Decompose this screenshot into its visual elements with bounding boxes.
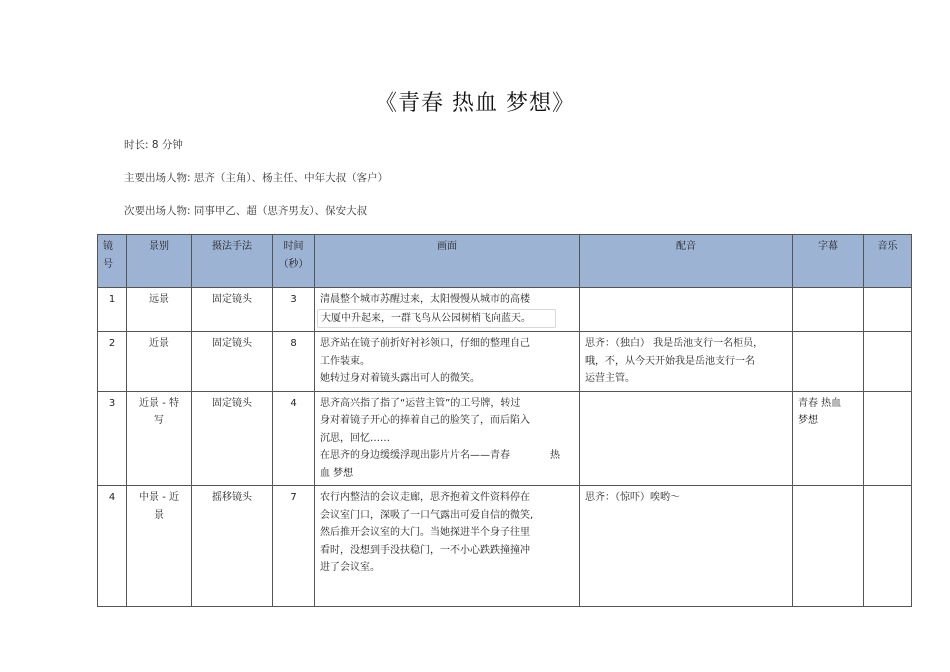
frame-line: 然后推开会议室的大门。当她探进半个身子往里 [320,527,530,538]
cell-scene [127,391,192,486]
table-row [98,332,912,392]
cell-scene [127,486,192,607]
table-row [98,288,912,332]
subtitle-line: 梦想 [798,415,818,426]
cell-subtitle [793,486,864,607]
table-row [98,486,912,607]
frame-line: 身对着镜子开心的捧着自己的脸笑了，而后陷入 [320,415,530,426]
cell-time: 8 [273,332,315,392]
header-technique: 摄法手法 [192,235,273,288]
cell-technique: 固定镜头 [192,391,273,486]
cell-music [864,391,912,486]
frame-line: 她转过身对着镜头露出可人的微笑。 [320,373,480,384]
frame-line: 血 梦想 [320,467,354,479]
document-title: 《青春 热血 梦想》 [375,91,575,116]
frame-line: 会议室门口，深吸了一口气露出可爱自信的微笑, [320,509,534,521]
header-music: 音乐 [864,235,912,288]
cell-subtitle [793,332,864,392]
cell-scene: 近景 [127,332,192,392]
scene-line: 景 [154,509,164,521]
frame-title-reveal-text: 在思齐的身边缓缓浮现出影片片名——青春 [320,450,510,461]
frame-title-reveal-tail: 热 [550,450,560,461]
header-shot-no: 镜号 [98,235,127,288]
cell-time: 4 [273,391,315,486]
subtitle-line: 青春 热血 [798,397,842,409]
cell-subtitle [793,288,864,332]
main-cast-text: 主要出场人物: 思齐（主角）、杨主任、中年大叔（客户） [124,172,389,184]
frame-line: 看时，没想到手没扶稳门，一不小心跌跌撞撞冲 [320,544,530,556]
cell-shot-no: 2 [98,332,127,392]
frame-line: 大厦中升起来，一群飞鸟从公园树梢飞向蓝天。 [317,309,556,329]
cell-technique: 固定镜头 [192,332,273,392]
frame-line: 工作装束。 [320,355,370,367]
cell-frame [315,332,580,392]
table-header-row [98,235,912,288]
cell-technique: 固定镜头 [192,288,273,332]
header-subtitle: 字幕 [793,235,864,288]
cell-time: 7 [273,486,315,607]
cell-frame [315,391,580,486]
cell-audio [580,332,793,392]
frame-line: 思齐高兴指了指了“运营主管”的工号牌，转过 [320,397,521,409]
cell-frame [315,288,580,332]
secondary-cast-text: 次要出场人物: 同事甲乙、超（思齐男友）、保安大叔 [124,205,368,217]
scene-line: 写 [154,415,164,426]
frame-line: 沉思，回忆…… [320,432,390,444]
header-scene: 景别 [127,235,192,288]
header-frame: 画面 [315,235,580,288]
table-row [98,391,912,486]
audio-line: 哦，不，从今天开始我是岳池支行一名 [585,355,755,367]
cell-music [864,332,912,392]
cell-audio [580,391,793,486]
cell-audio [580,486,793,607]
frame-line-title-reveal [320,447,574,465]
cell-subtitle [793,391,864,486]
header-time: 时间（秒） [273,235,315,288]
audio-line: 思齐：（惊吓）唉哟～ [585,492,680,503]
scene-line: 近景 - 特 [139,397,179,409]
cell-time: 3 [273,288,315,332]
cell-shot-no: 4 [98,486,127,607]
cell-frame [315,486,580,607]
cell-shot-no: 3 [98,391,127,486]
frame-line: 思齐站在镜子前折好衬衫领口，仔细的整理自己 [320,338,530,349]
scene-line: 中景 - 近 [139,492,179,503]
audio-line: 思齐：（独白） 我是岳池支行一名柜员， [585,338,764,349]
frame-line: 农行内整洁的会议走廊，思齐抱着文件资料停在 [320,492,530,503]
cell-music [864,288,912,332]
cell-scene: 远景 [127,288,192,332]
header-audio: 配音 [580,235,793,288]
frame-line: 进了会议室。 [320,562,380,573]
duration-text: 时长: 8 分钟 [124,139,183,151]
frame-line: 清晨整个城市苏醒过来，太阳慢慢从城市的高楼 [320,294,530,305]
cell-shot-no: 1 [98,288,127,332]
storyboard-table [97,234,912,607]
audio-line: 运营主管。 [585,373,635,384]
cell-music [864,486,912,607]
cell-technique: 摇移镜头 [192,486,273,607]
cell-audio [580,288,793,332]
